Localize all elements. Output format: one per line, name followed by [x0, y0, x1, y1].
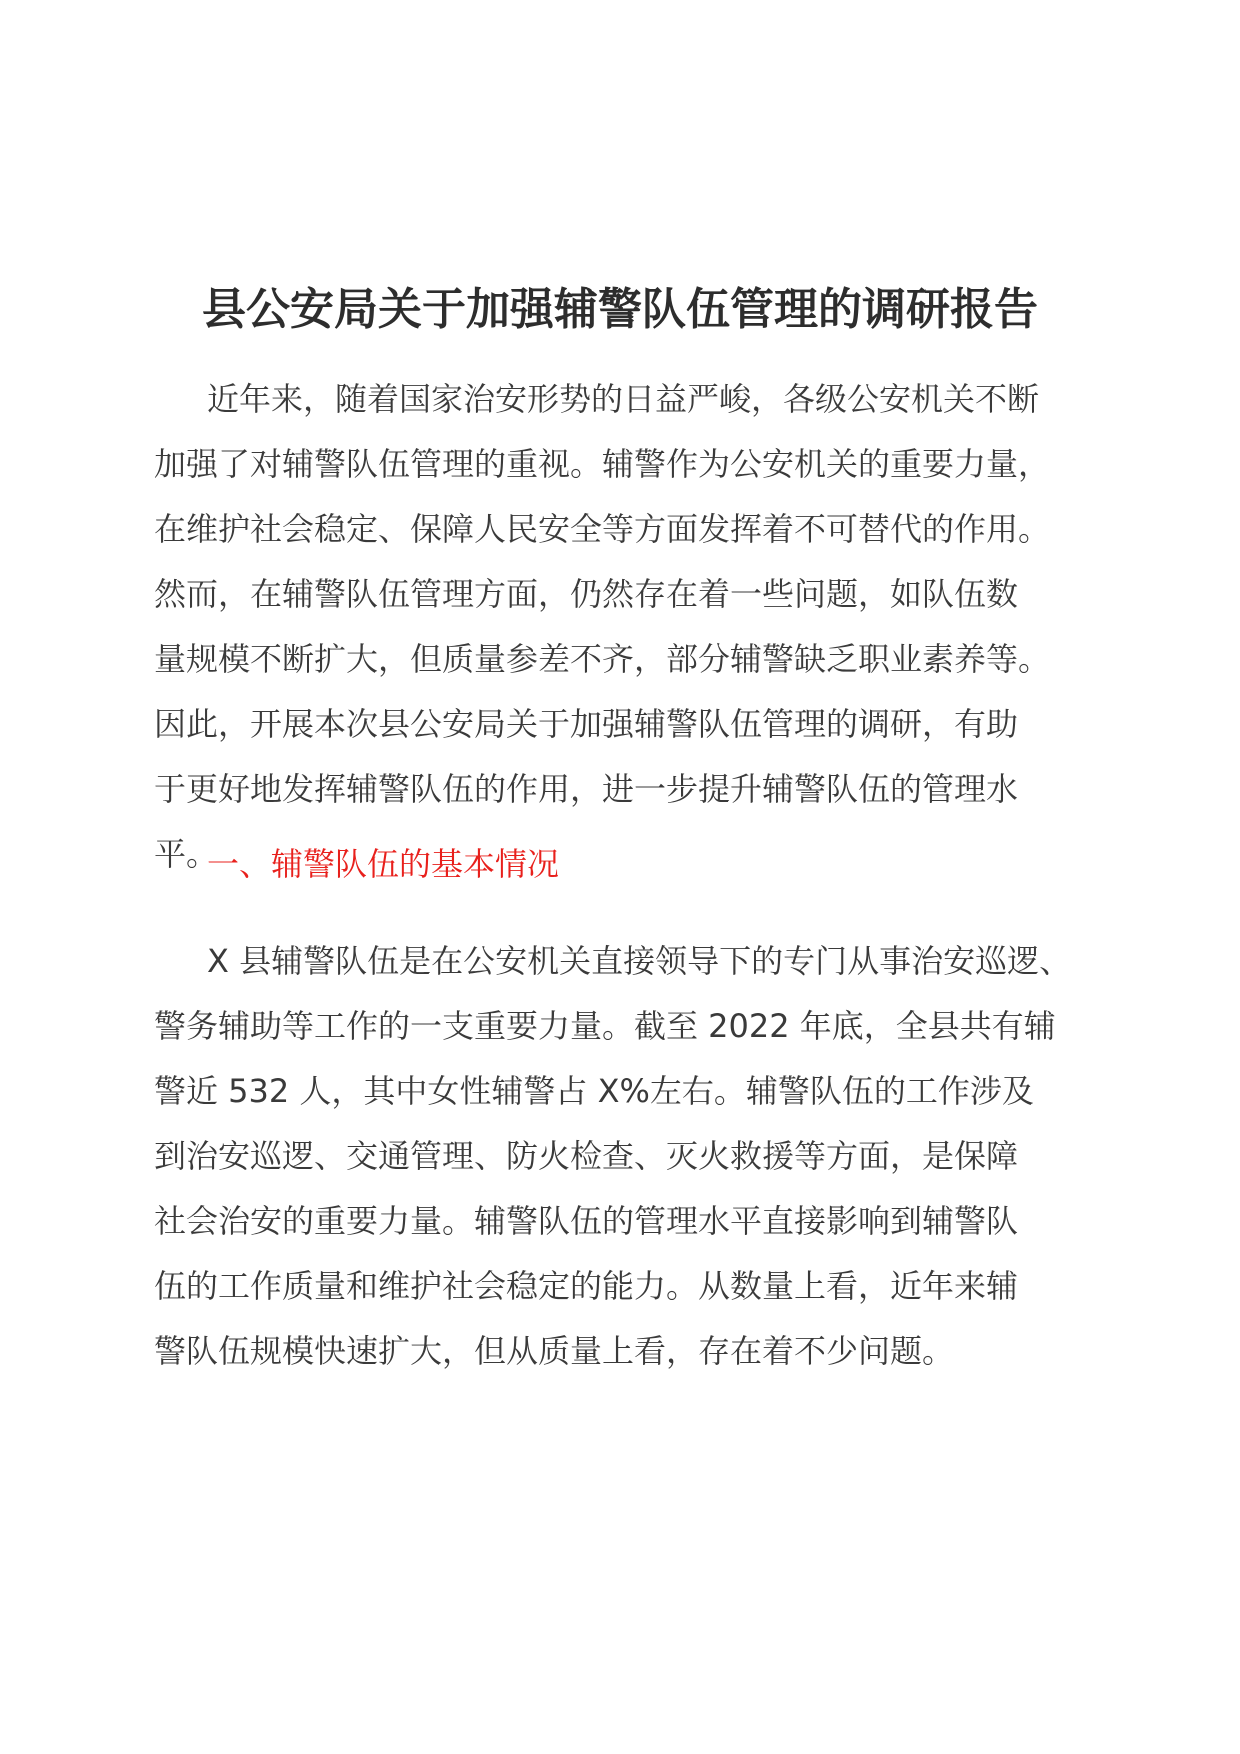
paragraph-line: 到治安巡逻、交通管理、防火检查、灭火救援等方面，是保障: [154, 1137, 1019, 1175]
paragraph-line: 加强了对辅警队伍管理的重视。辅警作为公安机关的重要力量，: [154, 445, 1051, 483]
intro-paragraph: [154, 367, 1094, 887]
paragraph-line: 然而，在辅警队伍管理方面，仍然存在着一些问题，如队伍数: [154, 575, 1019, 613]
paragraph-line: 警务辅助等工作的一支重要力量。截至 2022 年底，全县共有辅: [154, 1007, 1056, 1045]
paragraph-line: 警近 532 人，其中女性辅警占 X%左右。辅警队伍的工作涉及: [154, 1072, 1034, 1110]
paragraph-line: 社会治安的重要力量。辅警队伍的管理水平直接影响到辅警队: [154, 1202, 1019, 1240]
paragraph-line: 量规模不断扩大，但质量参差不齐，部分辅警缺乏职业素养等。: [154, 640, 1051, 678]
document-title: 县公安局关于加强辅警队伍管理的调研报告: [202, 284, 1038, 335]
section-heading: 一、辅警队伍的基本情况: [207, 845, 560, 883]
paragraph-line: 伍的工作质量和维护社会稳定的能力。从数量上看，近年来辅: [154, 1267, 1019, 1305]
section-paragraph: [154, 929, 1094, 1384]
paragraph-line: 警队伍规模快速扩大，但从质量上看，存在着不少问题。: [154, 1332, 955, 1370]
paragraph-line: 平。: [154, 835, 219, 873]
paragraph-line: 因此，开展本次县公安局关于加强辅警队伍管理的调研，有助: [154, 705, 1019, 743]
paragraph-line: 近年来，随着国家治安形势的日益严峻，各级公安机关不断: [207, 380, 1040, 418]
paragraph-line: X 县辅警队伍是在公安机关直接领导下的专门从事治安巡逻、: [207, 942, 1072, 980]
paragraph-line: 在维护社会稳定、保障人民安全等方面发挥着不可替代的作用。: [154, 510, 1051, 548]
paragraph-line: 于更好地发挥辅警队伍的作用，进一步提升辅警队伍的管理水: [154, 770, 1019, 808]
